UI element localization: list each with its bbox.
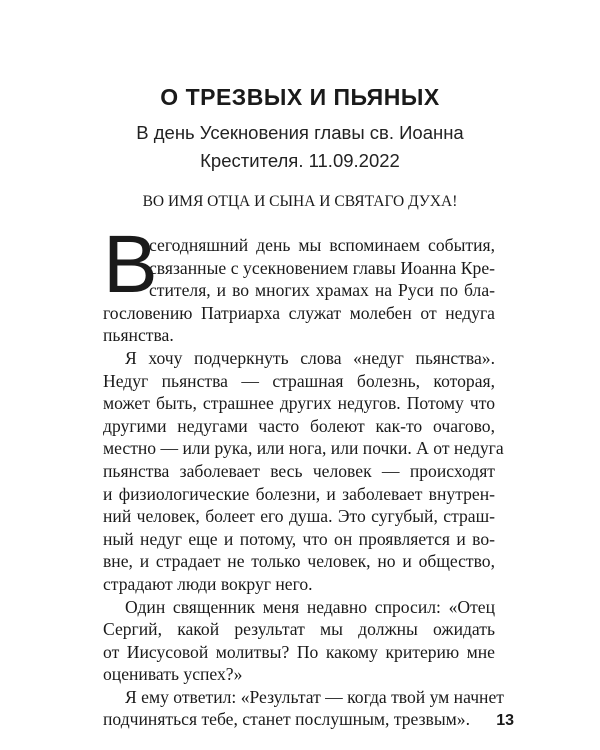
text-line: Я хочу подчеркнуть слова «недуг пьянства». [125, 347, 495, 368]
text-line: ный недуг еще и потому, что он проявляется и во- [103, 528, 495, 549]
text-line: Один священник меня недавно спросил: «Отец [125, 596, 495, 617]
text-line: может быть, страшнее других недугов. Потому что [103, 393, 495, 414]
text-line: Я ему ответил: «Результат — когда твой ум начнет [125, 686, 504, 707]
text-line: ний человек, болеет его душа. Это сугубый, страш- [103, 506, 495, 527]
text-line: страдают люди вокруг него. [103, 573, 313, 594]
text-line: сегодняшний день мы вспоминаем события, [149, 235, 495, 255]
drop-cap: В [103, 219, 158, 310]
text-line: гословению Патриарха служат молебен от недуга [103, 302, 495, 323]
text-line: другими недугами часто болеют как-то очагово, [103, 415, 495, 436]
text-line: стителя, и во многих храмах на Руси по бла- [149, 280, 495, 301]
invocation: ВО ИМЯ ОТЦА И СЫНА И СВЯТАГО ДУХА! [142, 193, 458, 210]
text-line: от Иисусовой молитвы? По какому критерию мне [103, 641, 495, 662]
text-line: Недуг пьянства — страшная болезнь, которая, [103, 370, 495, 391]
text-line: вне, и страдает не только человек, но и общество, [103, 551, 495, 572]
body-text [103, 219, 504, 731]
chapter-title: О ТРЕЗВЫХ И ПЬЯНЫХ [160, 84, 440, 110]
text-line: связанные с усекновением главы Иоанна Кре- [149, 257, 495, 278]
subtitle-line-1: В день Усекновения главы св. Иоанна [136, 122, 464, 143]
subtitle-line-2: Крестителя. 11.09.2022 [200, 150, 400, 171]
text-line: пьянства заболевает весь человек — происходят [103, 460, 495, 481]
text-line: Сергий, какой результат мы должны ожидать [103, 619, 495, 640]
text-line: пьянства. [103, 325, 174, 346]
text-line: оценивать успех?» [103, 664, 243, 685]
text-line: подчиняться тебе, станет послушным, трезвым». [103, 709, 470, 730]
text-line: местно — или рука, или нога, или почки. А от недуга [103, 438, 504, 459]
text-line: и физиологические болезни, и заболевает внутрен- [103, 483, 495, 504]
page-number: 13 [496, 712, 514, 729]
